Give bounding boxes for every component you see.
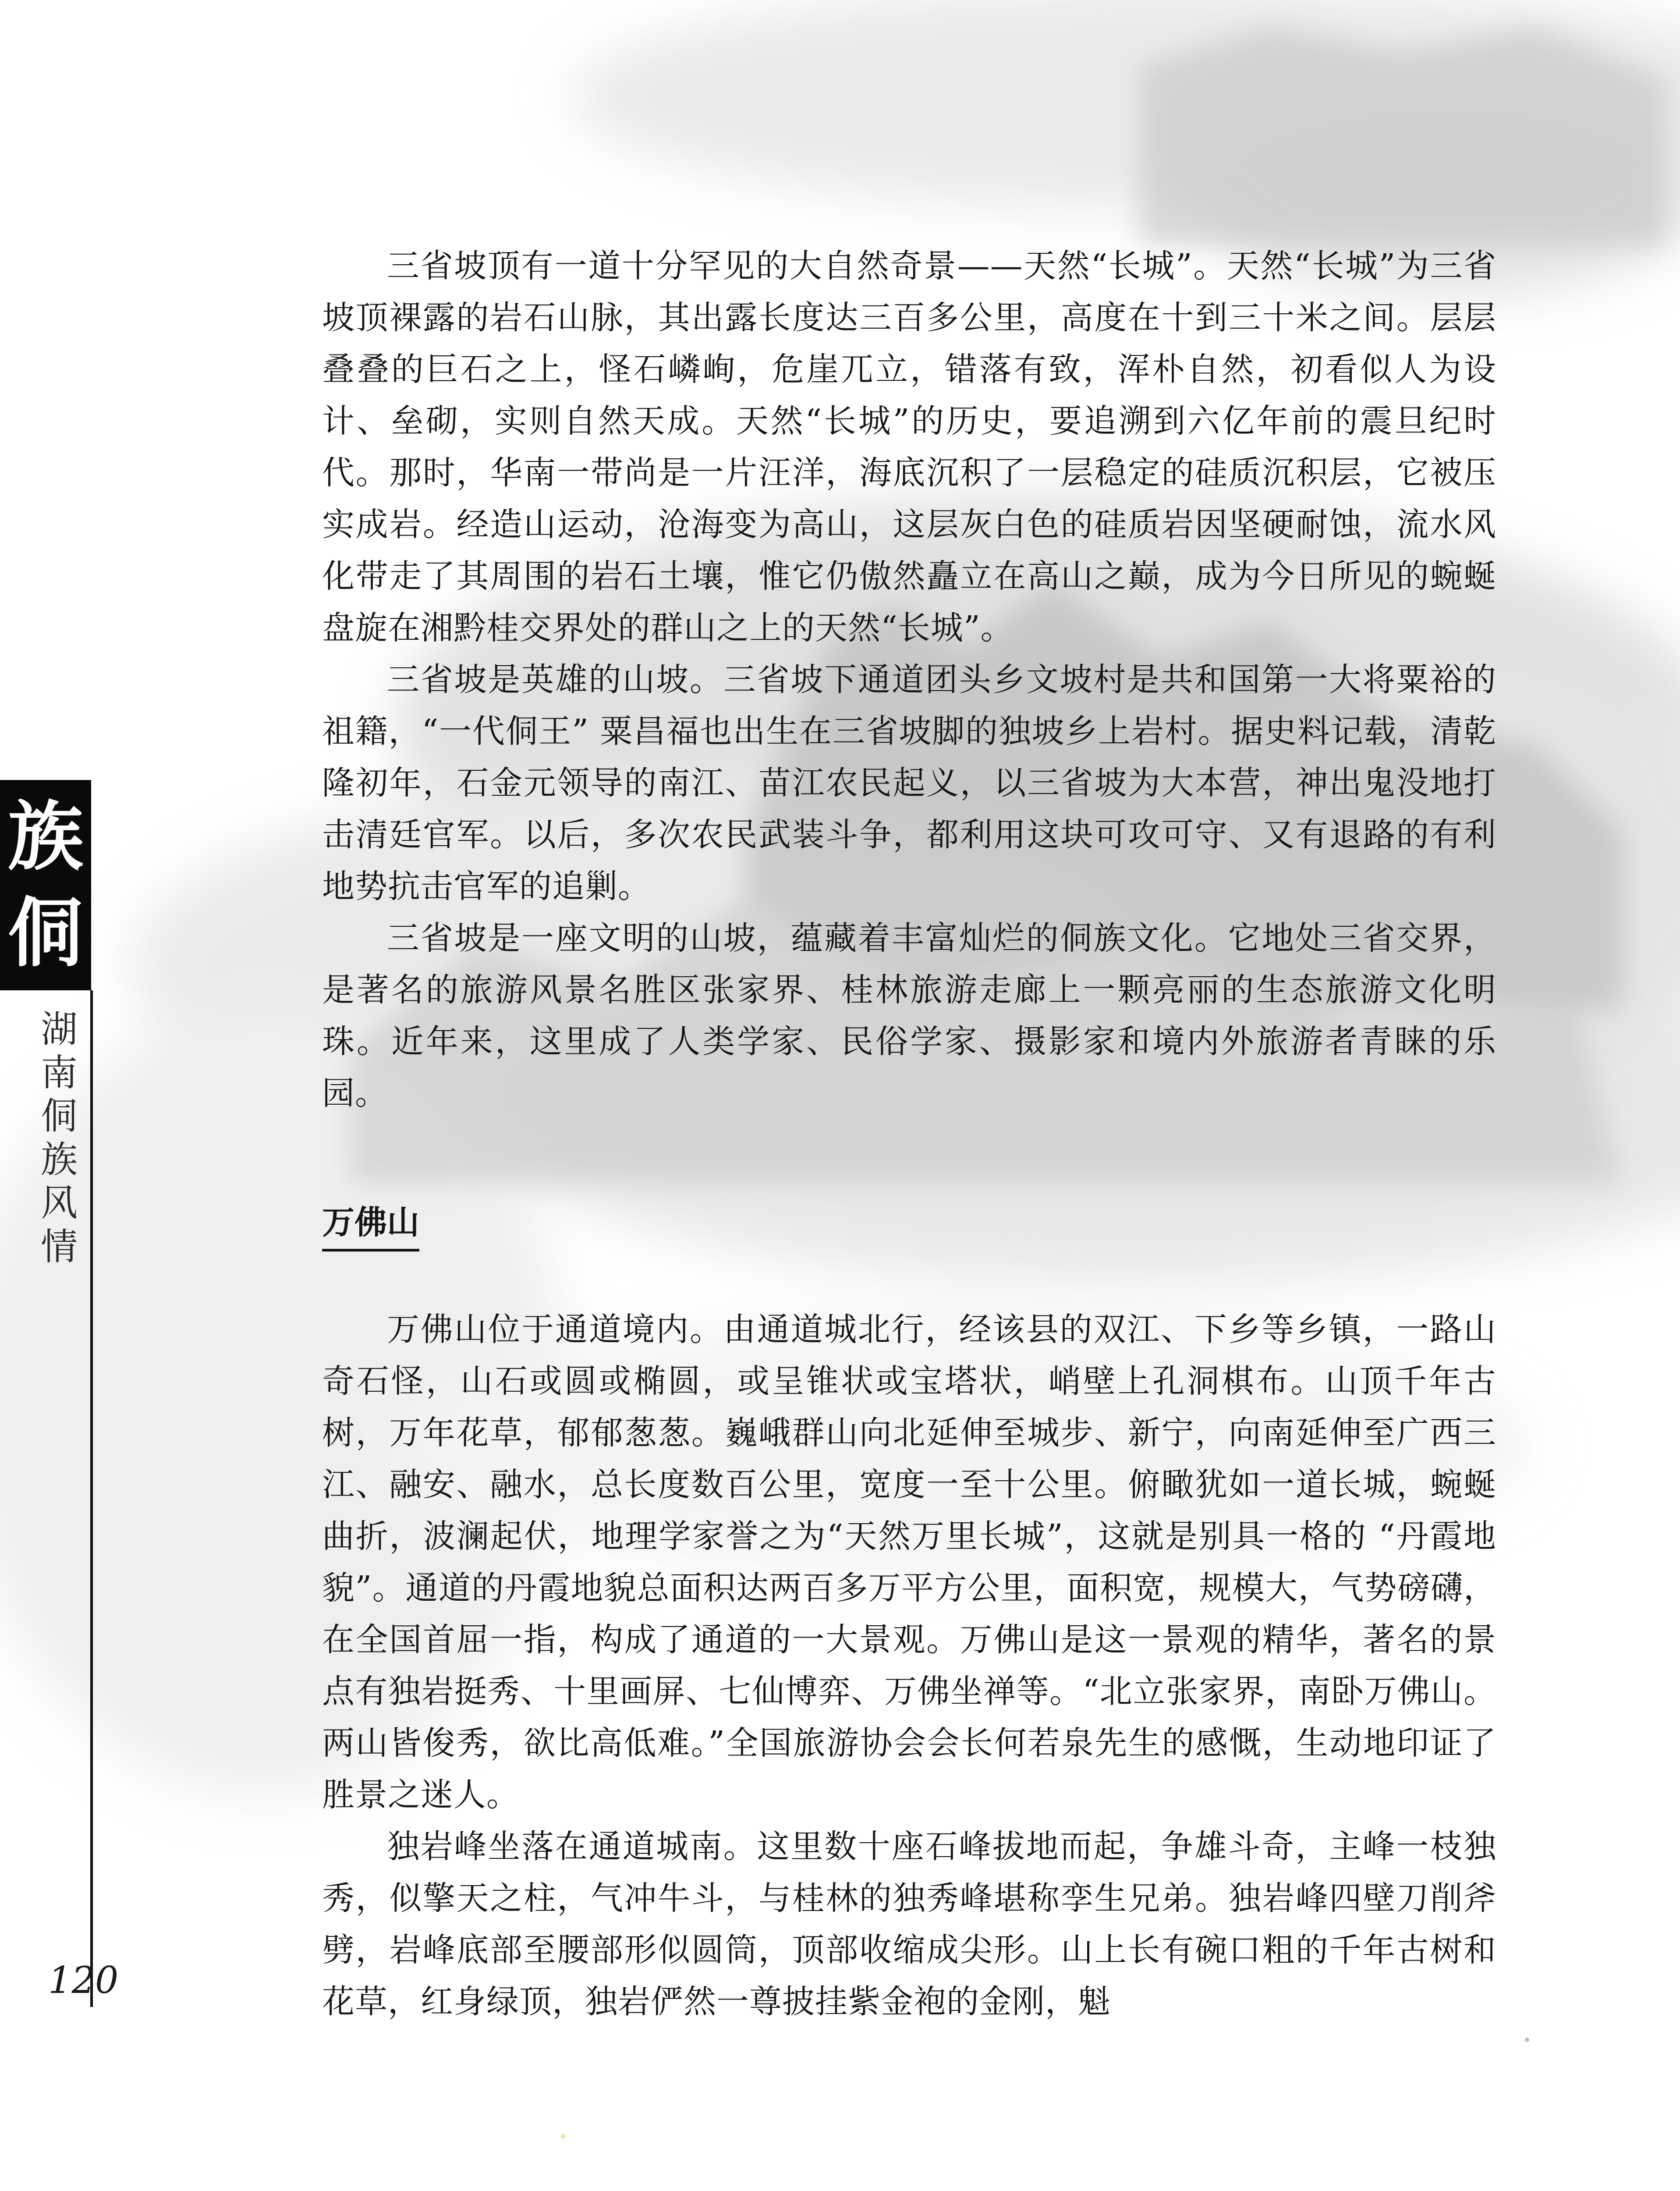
scan-speck <box>561 2134 565 2138</box>
subtitle-char: 风 <box>40 1181 78 1225</box>
paragraph: 三省坡是一座文明的山坡，蕴藏着丰富灿烂的侗族文化。它地处三省交界，是著名的旅游风景名胜区张家界、桂林旅游走廊上一颗亮丽的生态旅游文化明珠。近年来，这里成了人类学家、民俗学家、摄影家和境内外旅游者青睐的乐园。 <box>322 919 1496 1112</box>
paragraph: 独岩峰坐落在通道城南。这里数十座石峰拔地而起，争雄斗奇，主峰一枝独秀，似擎天之柱，气冲牛斗，与桂林的独秀峰堪称孪生兄弟。独岩峰四壁刀削斧劈，岩峰底部至腰部形似圆筒，顶部收缩成尖形。山上长有碗口粗的千年古树和花草，红身绿顶，独岩俨然一尊披挂紫金袍的金刚，魁 <box>322 1828 1496 2021</box>
book-subtitle <box>35 1008 83 1269</box>
scan-speck <box>1525 2038 1529 2042</box>
paragraph: 万佛山位于通道境内。由通道城北行，经该县的双江、下乡等乡镇，一路山奇石怪，山石或圆或椭圆，或呈锥状或宝塔状，峭壁上孔洞棋布。山顶千年古树，万年花草，郁郁葱葱。巍峨群山向北延伸至城步、新宁，向南延伸至广西三江、融安、融水，总长度数百公里，宽度一至十公里。俯瞰犹如一道长城，蜿蜒曲折，波澜起伏，地理学家誉之为“天然万里长城”，这就是别具一格的 “丹霞地貌”。通道的丹霞地貌总面积达两百多万平方公里，面积宽，规模大，气势磅礴，在全国首屈一指，构成了通道的一大景观。万佛山是这一景观的精华，著名的景点有独岩挺秀、十里画屏、七仙博弈、万佛坐禅等。“北立张家界，南卧万佛山。两山皆俊秀，欲比高低难。”全国旅游协会会长何若泉先生的感慨，生动地印证了胜景之迷人。 <box>322 1311 1496 1814</box>
section-one-body <box>322 240 1496 1119</box>
sidebar-divider <box>90 990 93 2007</box>
paragraph: 三省坡是英雄的山坡。三省坡下通道团头乡文坡村是共和国第一大将粟裕的祖籍，“一代侗王” 粟昌福也出生在三省坡脚的独坡乡上岩村。据史料记载，清乾隆初年，石金元领导的南江、苗江农民起义，以三省坡为大本营，神出鬼没地打击清廷官军。以后，多次农民武装斗争，都利用这块可攻可守、又有退路的有利地势抗击官军的追剿。 <box>322 661 1496 905</box>
subtitle-char: 族 <box>40 1138 78 1181</box>
subtitle-char: 侗 <box>40 1095 78 1138</box>
page-number: 120 <box>48 1959 119 2002</box>
paragraph: 三省坡顶有一道十分罕见的大自然奇景——天然“长城”。天然“长城”为三省坡顶裸露的岩石山脉，其出露长度达三百多公里，高度在十到三十米之间。层层叠叠的巨石之上，怪石嶙峋，危崖兀立，错落有致，浑朴自然，初看似人为设计、垒砌，实则自然天成。天然“长城”的历史，要追溯到六亿年前的震旦纪时代。那时，华南一带尚是一片汪洋，海底沉积了一层稳定的硅质沉积层，它被压实成岩。经造山运动，沧海变为高山，这层灰白色的硅质岩因坚硬耐蚀，流水风化带走了其周围的岩石土壤，惟它仍傲然矗立在高山之巅，成为今日所见的蜿蜒盘旋在湘黔桂交界处的群山之上的天然“长城”。 <box>322 247 1496 647</box>
section-two-body <box>322 1304 1496 2028</box>
section-heading: 万佛山 <box>322 1201 419 1251</box>
subtitle-char: 南 <box>40 1051 78 1095</box>
chapter-tab <box>0 780 91 990</box>
subtitle-char: 湖 <box>40 1008 78 1051</box>
chapter-tab-char: 侗 <box>8 889 83 977</box>
subtitle-char: 情 <box>40 1225 78 1268</box>
chapter-tab-char: 族 <box>8 793 83 881</box>
